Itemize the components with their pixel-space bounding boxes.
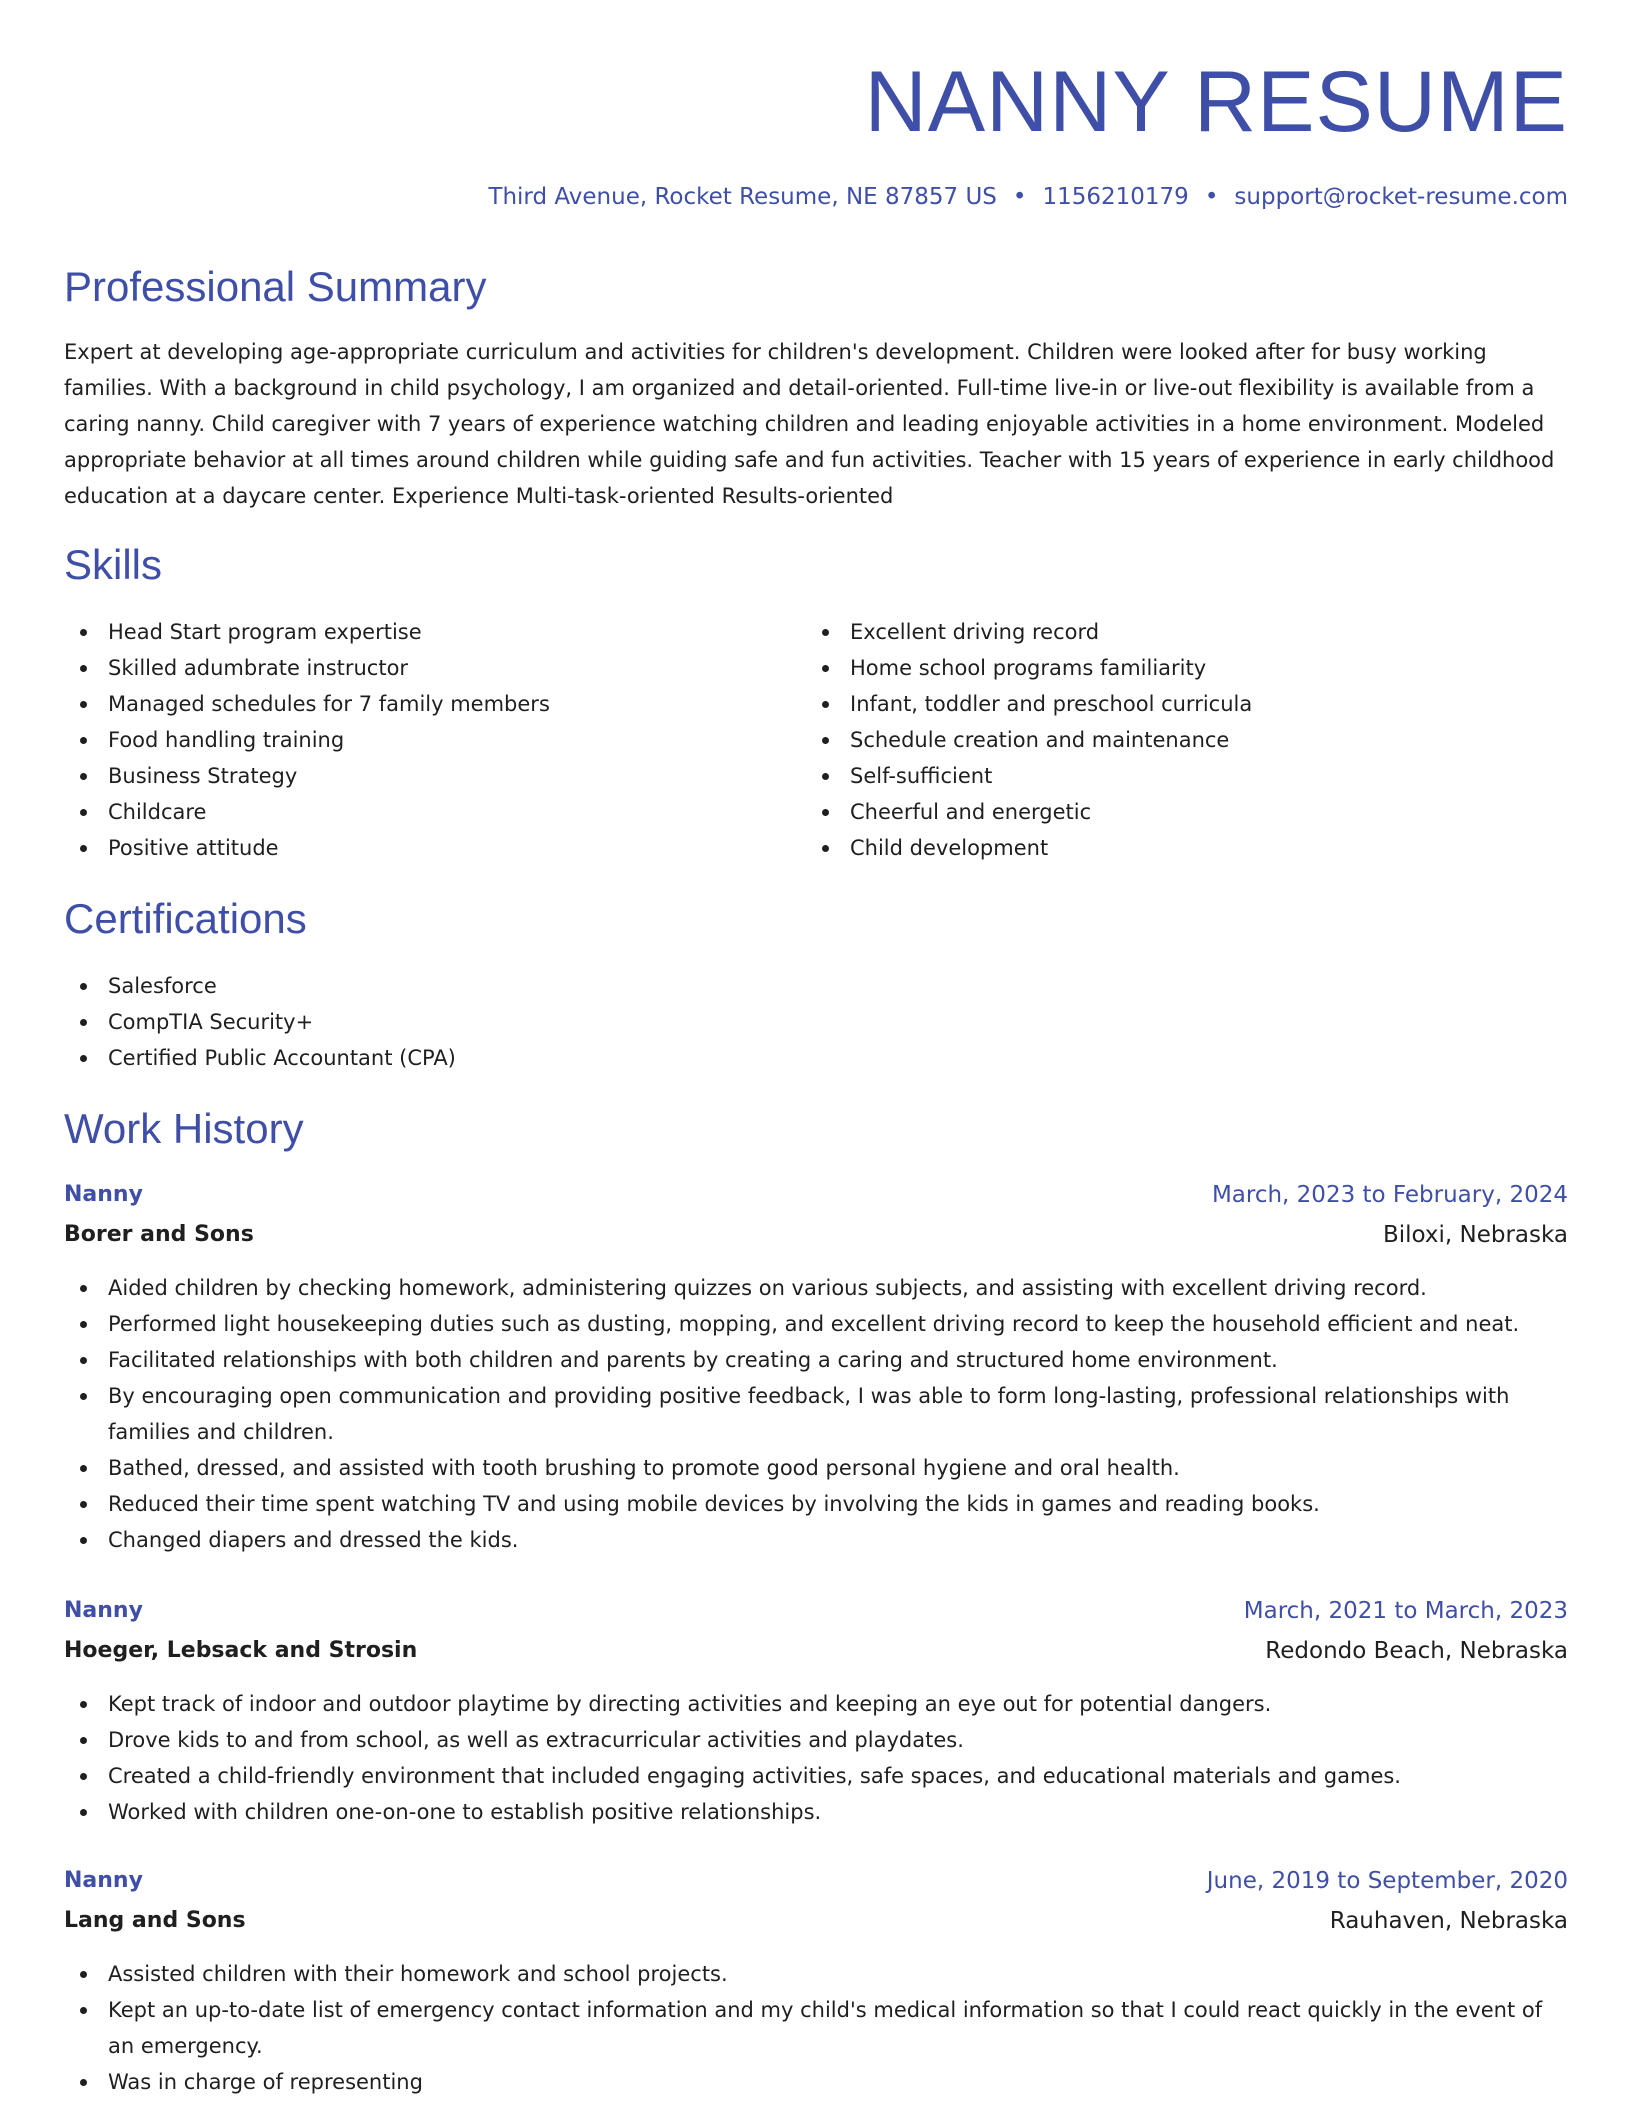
job-duty: Was in charge of representing bbox=[64, 2064, 1568, 2100]
work-history-heading: Work History bbox=[64, 1105, 304, 1152]
job-duty: Performed light housekeeping duties such as dusting, mopping, and excellent driving record to keep the household efficient and neat. bbox=[64, 1306, 1568, 1342]
skill-item: Self-sufficient bbox=[806, 758, 1566, 794]
skill-item: Skilled adumbrate instructor bbox=[64, 650, 804, 686]
contact-separator: • bbox=[1012, 184, 1027, 210]
summary-text: Expert at developing age-appropriate curriculum and activities for children's development. Children were looked after for busy working families. With a background in child psychology, I am organized and detail-oriented. Full-time live-in or live-out flexibility is available from a caring nanny. Child caregiver with 7 years of experience watching children and leading enjoyable activities in a home environment. Modeled appropriate behavior at all times around children while guiding safe and fun activities. Teacher with 15 years of experience in early childhood education at a daycare center. Experience Multi-task-oriented Results-oriented bbox=[64, 340, 1555, 508]
skill-item: Cheerful and energetic bbox=[806, 794, 1566, 830]
certifications-heading: Certifications bbox=[64, 895, 307, 942]
job-dates: March, 2021 to March, 2023 bbox=[1243, 1598, 1568, 1624]
resume-title: NANNY RESUME bbox=[864, 54, 1568, 150]
job-duties-list bbox=[64, 1270, 1568, 1558]
skill-item: Food handling training bbox=[64, 722, 804, 758]
job-title: Nanny bbox=[64, 1868, 143, 1893]
job-duty: Drove kids to and from school, as well as extracurricular activities and playdates. bbox=[64, 1722, 1568, 1758]
job-location: Biloxi, Nebraska bbox=[1382, 1222, 1568, 1248]
skill-item: Excellent driving record bbox=[806, 614, 1566, 650]
job-location: Rauhaven, Nebraska bbox=[1329, 1908, 1568, 1934]
skill-item: Head Start program expertise bbox=[64, 614, 804, 650]
contact-line bbox=[488, 180, 1568, 214]
summary-heading: Professional Summary bbox=[64, 263, 487, 310]
job-title: Nanny bbox=[64, 1182, 143, 1207]
certification-item: CompTIA Security+ bbox=[64, 1004, 1568, 1040]
skill-item: Managed schedules for 7 family members bbox=[64, 686, 804, 722]
contact-phone: 1156210179 bbox=[1042, 184, 1189, 210]
job-duty: Aided children by checking homework, administering quizzes on various subjects, and assisting with excellent driving record. bbox=[64, 1270, 1568, 1306]
job-location: Redondo Beach, Nebraska bbox=[1265, 1638, 1568, 1664]
job-duties-list bbox=[64, 1956, 1568, 2100]
contact-email[interactable]: support@rocket-resume.com bbox=[1234, 184, 1568, 210]
skill-item: Positive attitude bbox=[64, 830, 804, 866]
job-duty: Kept track of indoor and outdoor playtime by directing activities and keeping an eye out for potential dangers. bbox=[64, 1686, 1568, 1722]
job-dates: March, 2023 to February, 2024 bbox=[1211, 1182, 1568, 1208]
certification-item: Certified Public Accountant (CPA) bbox=[64, 1040, 1568, 1076]
job-company: Borer and Sons bbox=[64, 1222, 254, 1247]
job-title: Nanny bbox=[64, 1598, 143, 1623]
job-duty: Assisted children with their homework and school projects. bbox=[64, 1956, 1568, 1992]
job-dates: June, 2019 to September, 2020 bbox=[1206, 1868, 1568, 1894]
skills-list-right bbox=[806, 614, 1566, 866]
certifications-list bbox=[64, 968, 1568, 1076]
job-company: Lang and Sons bbox=[64, 1908, 246, 1933]
skills-heading: Skills bbox=[64, 541, 163, 588]
job-duty: By encouraging open communication and providing positive feedback, I was able to form long-lasting, professional relationships with families and children. bbox=[64, 1378, 1568, 1450]
job-duty: Reduced their time spent watching TV and using mobile devices by involving the kids in games and reading books. bbox=[64, 1486, 1568, 1522]
job-duty: Changed diapers and dressed the kids. bbox=[64, 1522, 1568, 1558]
skills-list-left bbox=[64, 614, 804, 866]
skill-item: Childcare bbox=[64, 794, 804, 830]
contact-address: Third Avenue, Rocket Resume, NE 87857 US bbox=[488, 184, 997, 210]
certification-item: Salesforce bbox=[64, 968, 1568, 1004]
skill-item: Infant, toddler and preschool curricula bbox=[806, 686, 1566, 722]
contact-separator: • bbox=[1204, 184, 1219, 210]
job-duties-list bbox=[64, 1686, 1568, 1830]
job-duty: Created a child-friendly environment that included engaging activities, safe spaces, and educational materials and games. bbox=[64, 1758, 1568, 1794]
skill-item: Child development bbox=[806, 830, 1566, 866]
skill-item: Business Strategy bbox=[64, 758, 804, 794]
skill-item: Schedule creation and maintenance bbox=[806, 722, 1566, 758]
job-duty: Kept an up-to-date list of emergency contact information and my child's medical information so that I could react quickly in the event of an emergency. bbox=[64, 1992, 1568, 2064]
job-duty: Facilitated relationships with both children and parents by creating a caring and structured home environment. bbox=[64, 1342, 1568, 1378]
job-duty: Bathed, dressed, and assisted with tooth brushing to promote good personal hygiene and oral health. bbox=[64, 1450, 1568, 1486]
job-duty: Worked with children one-on-one to establish positive relationships. bbox=[64, 1794, 1568, 1830]
job-company: Hoeger, Lebsack and Strosin bbox=[64, 1638, 418, 1663]
skill-item: Home school programs familiarity bbox=[806, 650, 1566, 686]
